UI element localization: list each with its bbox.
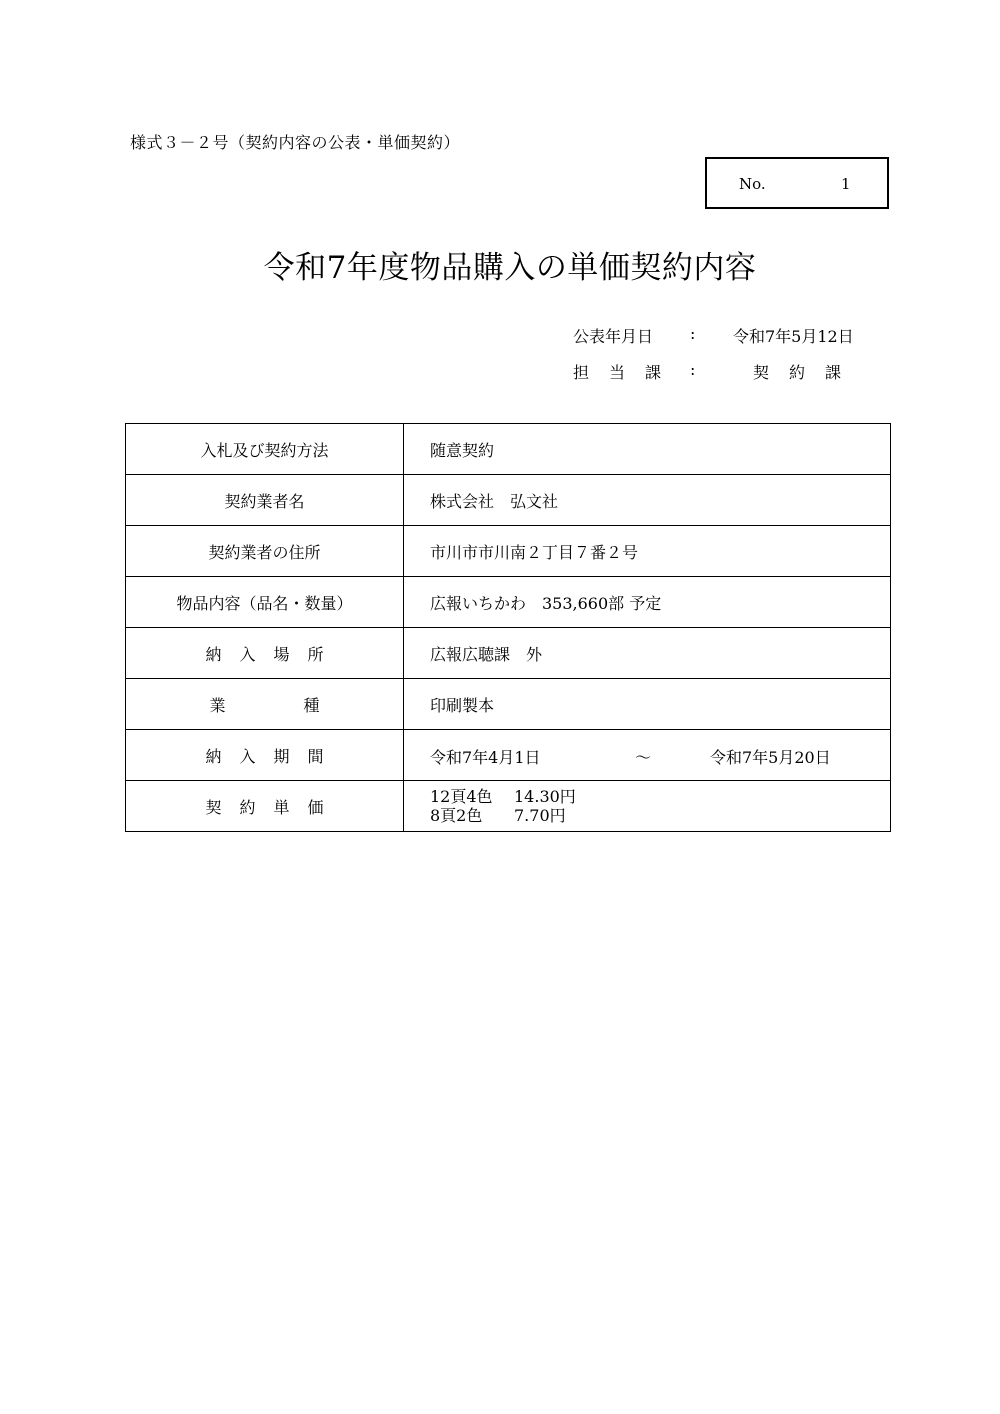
price-item: 12頁4色 (430, 787, 493, 806)
document-number-value: 1 (841, 175, 851, 193)
table-row (126, 526, 891, 577)
price-line (430, 787, 890, 806)
publication-date-value: 令和7年5月12日 (733, 327, 854, 346)
department-row (573, 360, 873, 384)
row-label-contractor-name: 契約業者名 (126, 475, 404, 526)
row-value-industry: 印刷製本 (404, 679, 891, 730)
document-number-label: No. (739, 175, 766, 193)
price-amount: 7.70円 (514, 806, 566, 825)
department-label: 担当課 (573, 363, 682, 382)
table-row (126, 730, 891, 781)
table-row (126, 577, 891, 628)
price-item: 8頁2色 (430, 806, 483, 825)
department-value: 契約課 (753, 363, 862, 382)
row-value-delivery-place: 広報広聴課 外 (404, 628, 891, 679)
publication-date-row (573, 324, 873, 348)
row-label-contractor-address: 契約業者の住所 (126, 526, 404, 577)
row-label-delivery-place: 納入場所 (126, 628, 404, 679)
page-title: 令和7年度物品購入の単価契約内容 (263, 250, 757, 286)
publication-date-colon: : (690, 324, 696, 343)
period-tilde: ～ (635, 748, 652, 767)
row-value-contractor-name: 株式会社 弘文社 (404, 475, 891, 526)
price-amount: 14.30円 (514, 787, 576, 806)
department-colon: : (690, 360, 696, 379)
row-label-goods-content: 物品内容（品名・数量） (126, 577, 404, 628)
row-value-goods-content: 広報いちかわ 353,660部 予定 (404, 577, 891, 628)
row-value-bidding-method: 随意契約 (404, 424, 891, 475)
row-value-unit-price (404, 781, 891, 832)
table-row (126, 679, 891, 730)
table-row (126, 781, 891, 832)
period-end: 令和7年5月20日 (710, 748, 831, 767)
row-value-contractor-address: 市川市市川南２丁目７番２号 (404, 526, 891, 577)
row-label-industry: 業種 (126, 679, 404, 730)
row-label-bidding-method: 入札及び契約方法 (126, 424, 404, 475)
row-value-delivery-period (404, 730, 891, 781)
contract-details-table (125, 423, 891, 832)
row-label-delivery-period: 納入期間 (126, 730, 404, 781)
table-row (126, 424, 891, 475)
publication-date-label: 公表年月日 (573, 327, 654, 346)
price-line (430, 806, 890, 825)
form-number-label: 様式３－２号（契約内容の公表・単価契約） (130, 133, 461, 152)
table-row (126, 628, 891, 679)
document-number-box (705, 157, 889, 209)
row-label-unit-price: 契約単価 (126, 781, 404, 832)
period-start: 令和7年4月1日 (430, 748, 541, 767)
table-row (126, 475, 891, 526)
